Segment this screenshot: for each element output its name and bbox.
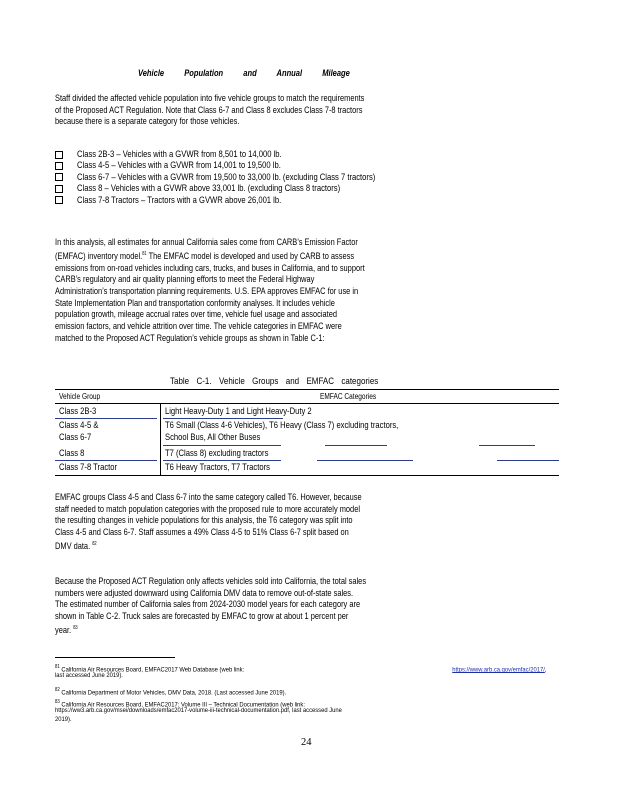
footnote-81-cont: last accessed June 2019). bbox=[55, 672, 123, 679]
footnote-ref: 81 bbox=[142, 250, 147, 257]
table-cell-emfac: T7 (Class 8) excluding tractors bbox=[165, 448, 269, 458]
text-line: shown in Table C-2. Truck sales are forecasted by EMFAC to grow at about 1 percent per bbox=[55, 611, 349, 622]
table-header-vehicle-group: Vehicle Group bbox=[59, 392, 101, 401]
table-row-rule bbox=[163, 418, 283, 419]
table-row-rule bbox=[317, 460, 413, 461]
checkbox-bullet-icon bbox=[55, 196, 63, 204]
text-line: (EMFAC) inventory model.$^{81}$ The EMFAC model is developed and used by CARB to assess bbox=[55, 250, 355, 261]
table-row-rule bbox=[497, 460, 559, 461]
text-line: because there is a separate category for those vehicles. bbox=[55, 116, 240, 127]
text-line: of the Proposed ACT Regulation. Note that Class 6-7 and Class 8 excludes Class 7-8 tractors bbox=[55, 104, 363, 115]
text-line: the resulting changes in vehicle populations for this analysis, the T6 category was split into bbox=[55, 515, 353, 526]
table-row-rule bbox=[163, 460, 281, 461]
table-row-rule bbox=[163, 445, 281, 446]
text-line: State Implementation Plan and transportation conformity analyses. It includes vehicle bbox=[55, 297, 335, 308]
text-line: population growth, mileage accrual rates over time, vehicle fuel usage and associated bbox=[55, 309, 337, 320]
table-row-rule bbox=[479, 445, 535, 446]
list-item: Class 4-5 – Vehicles with a GVWR from 14,001 to 19,500 lb. bbox=[55, 160, 441, 171]
text-line: year. $^{83}$ bbox=[55, 624, 78, 635]
vehicle-class-list bbox=[55, 149, 441, 206]
list-item: Class 7-8 Tractors – Tractors with a GVWR above 26,001 lb. bbox=[55, 195, 441, 206]
table-header-emfac: EMFAC Categories bbox=[320, 392, 377, 401]
footnote-83: $^{83}$ California Air Resources Board, EMFAC2017: Volume III – Technical Documentation (web link: bbox=[55, 699, 305, 709]
table-cell-group: Class 7-8 Tractor bbox=[59, 462, 118, 472]
footnote-separator bbox=[55, 657, 175, 658]
table-row-rule bbox=[325, 445, 387, 446]
table-cell-group: Class 6-7 bbox=[59, 432, 92, 442]
table-cell-group: Class 4-5 & bbox=[59, 420, 99, 430]
text-line: Staff divided the affected vehicle population into five vehicle groups to match the requirements bbox=[55, 93, 365, 103]
text-line: matched to the Proposed ACT Regulation’s vehicle groups as shown in Table C-1: bbox=[55, 332, 325, 343]
table-cell-group: Class 2B-3 bbox=[59, 406, 97, 416]
table-caption: Table C-1. Vehicle Groups and EMFAC categories bbox=[170, 376, 379, 386]
list-item: Class 6-7 – Vehicles with a GVWR from 19,500 to 33,000 lb. (excluding Class 7 tractors) bbox=[55, 172, 441, 183]
text-line: numbers were adjusted downward using California DMV data to remove out-of-state sales. bbox=[55, 587, 354, 598]
list-item: Class 2B-3 – Vehicles with a GVWR from 8,501 to 14,000 lb. bbox=[55, 149, 441, 160]
checkbox-bullet-icon bbox=[55, 151, 63, 159]
table-cell-emfac: T6 Small (Class 4-6 Vehicles), T6 Heavy (Class 7) excluding tractors, bbox=[165, 420, 399, 430]
table-row-rule bbox=[55, 460, 157, 461]
table-cell-group: Class 8 bbox=[59, 448, 85, 458]
paragraph-t6-split bbox=[55, 492, 618, 553]
table-cell-emfac: School Bus, All Other Buses bbox=[165, 432, 261, 442]
text-line: In this analysis, all estimates for annual California sales come from CARB’s Emission Factor bbox=[55, 237, 358, 247]
checkbox-bullet-icon bbox=[55, 185, 63, 193]
text-line: Administration’s transportation planning requirements. U.S. EPA approves EMFAC for use in bbox=[55, 285, 359, 296]
footnote-83-cont2: 2019). bbox=[55, 716, 72, 723]
paragraph-vehicle-groups bbox=[55, 93, 618, 128]
text-line: Because the Proposed ACT Regulation only affects vehicles sold into California, the total sales bbox=[55, 576, 367, 586]
text-line: Class 4-5 and Class 6-7. Staff assumes a 49% Class 4-5 to 51% Class 6-7 split based on bbox=[55, 527, 349, 538]
footnote-ref: 82 bbox=[92, 540, 97, 547]
checkbox-bullet-icon bbox=[55, 162, 63, 170]
table-top-rule bbox=[55, 389, 559, 390]
table-cell-emfac: Light Heavy-Duty 1 and Light Heavy-Duty 2 bbox=[165, 406, 312, 416]
page-number: 24 bbox=[301, 737, 312, 748]
text-line: CARB’s regulatory and air quality planning efforts to meet the Federal Highway bbox=[55, 274, 315, 285]
table-column-divider bbox=[160, 403, 161, 475]
section-heading: Vehicle Population and Annual Mileage bbox=[138, 68, 350, 78]
paragraph-emfac bbox=[55, 237, 618, 344]
text-line: emission factors, and vehicle attrition over time. The vehicle categories in EMFAC were bbox=[55, 321, 342, 332]
text-line: DMV data. $^{82}$ bbox=[55, 540, 97, 551]
list-item: Class 8 – Vehicles with a GVWR above 33,001 lb. (excluding Class 8 tractors) bbox=[55, 183, 441, 194]
footnote-83-cont: https://ww3.arb.ca.gov/msei/downloads/emfac2017-volume-iii-technical-documentation.pdf, last accessed June bbox=[55, 707, 342, 714]
table-row-rule bbox=[55, 418, 157, 419]
paragraph-sales bbox=[55, 576, 618, 637]
checkbox-bullet-icon bbox=[55, 173, 63, 181]
text-line: emissions from on-road vehicles including cars, trucks, and buses in California, and to support bbox=[55, 262, 365, 273]
footnote-link[interactable]: https://www.arb.ca.gov/emfac/2017/ bbox=[452, 666, 545, 674]
footnote-82: $^{82}$ California Department of Motor Vehicles, DMV Data, 2018. (Last accessed June 2019). bbox=[55, 687, 287, 697]
footnote-81: $^{81}$ California Air Resources Board, EMFAC2017 Web Database (web link: https://www.arb.ca.gov/emfac/2017/, bbox=[55, 664, 547, 674]
footnote-ref: 83 bbox=[73, 624, 78, 631]
text-line: The estimated number of California sales from 2024-2030 model years for each category are bbox=[55, 599, 361, 610]
text-line: staff needed to match population categories with the proposed rule to more accurately model bbox=[55, 503, 360, 514]
table-cell-emfac: T6 Heavy Tractors, T7 Tractors bbox=[165, 462, 270, 472]
table-bottom-rule bbox=[55, 475, 559, 476]
table-header-rule bbox=[55, 403, 559, 404]
text-line: EMFAC groups Class 4-5 and Class 6-7 into the same category called T6. However, because bbox=[55, 492, 362, 502]
